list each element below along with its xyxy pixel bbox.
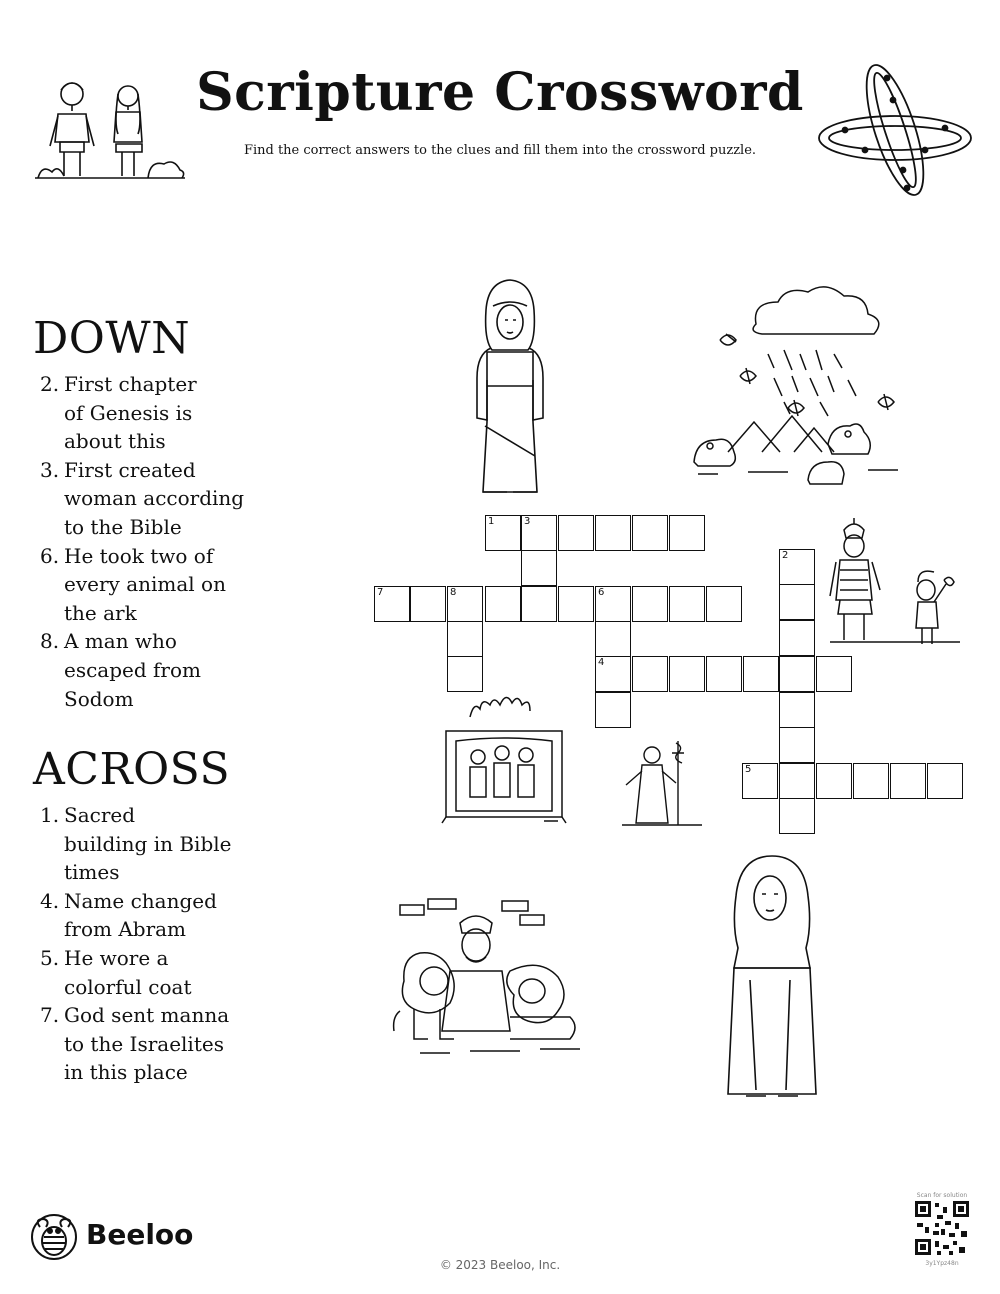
crossword-cell[interactable] [779,549,815,585]
crossword-cell[interactable] [927,763,963,799]
crossword-cell[interactable] [816,763,852,799]
clue-text: He took two of every animal on the ark [64,543,226,625]
crossword-cell[interactable] [779,620,815,656]
clue-text: First chapter of Genesis is about this [64,372,197,454]
cell-number: 6 [598,587,605,598]
clue-text: First created woman according to the Bible [64,457,245,539]
clue-text: Name changed from Abram [64,888,217,942]
crossword-cell[interactable] [779,727,815,763]
crossword-cell[interactable] [779,692,815,728]
clue-number: 3. [40,457,60,482]
crossword-cell[interactable] [485,586,521,622]
crossword-cell[interactable] [447,656,483,692]
crossword-cell[interactable] [743,656,779,692]
crossword-cell[interactable] [779,798,815,834]
down-clue-list [40,370,264,713]
crossword-cell[interactable] [521,550,557,586]
across-clue-7 [40,1001,264,1087]
crossword-cell[interactable] [447,621,483,657]
wheels-illustration [815,58,975,203]
crossword-cell[interactable] [706,656,742,692]
crossword-cell[interactable] [485,515,521,551]
plagues-illustration [688,284,908,490]
crossword-cell[interactable] [558,586,594,622]
cell-number: 3 [524,516,531,527]
across-clue-list [40,801,264,1087]
cell-number: 8 [450,587,457,598]
across-clue-4 [40,887,264,944]
down-clue-8 [40,627,264,713]
crossword-cell[interactable] [853,763,889,799]
crossword-cell[interactable] [595,621,631,657]
clue-number: 7. [40,1003,60,1028]
crossword-cell[interactable] [669,515,705,551]
clue-text: He wore a colorful coat [64,945,192,999]
woman-illustration [465,276,555,504]
scan-label: Scan for solution [916,1192,968,1199]
fiery-furnace-illustration [440,697,568,829]
crossword-cell[interactable] [595,515,631,551]
crossword-cell[interactable] [632,515,668,551]
brand-name: Beeloo [86,1218,194,1251]
crossword-cell[interactable] [447,586,483,622]
clue-number: 2. [40,372,60,396]
crossword-cell[interactable] [742,763,778,799]
down-clue-6 [40,542,264,628]
qr-code-text: 3y1Ypz48n [925,1260,959,1267]
clue-number: 4. [40,888,60,913]
crossword-cell[interactable] [779,656,815,692]
moses-serpent-illustration [620,737,704,831]
crossword-cell[interactable] [669,586,705,622]
david-goliath-illustration [826,518,966,648]
clue-number: 6. [40,543,60,568]
across-clue-5 [40,944,264,1001]
page-subtitle: Find the correct answers to the clues and fill them into the crossword puzzle. [243,143,757,158]
crossword-cell[interactable] [779,584,815,620]
crossword-cell[interactable] [632,656,668,692]
page-title: Scripture Crossword [196,62,804,123]
down-heading: DOWN [33,313,191,364]
clue-text: A man who escaped from Sodom [64,629,201,711]
crossword-cell[interactable] [521,515,557,551]
across-heading: ACROSS [33,744,231,795]
across-clue-1 [40,801,264,887]
crossword-cell[interactable] [595,656,631,692]
crossword-cell[interactable] [558,515,594,551]
crossword-cell[interactable] [595,692,631,728]
crossword-cell[interactable] [521,586,557,622]
adam-and-eve-illustration [30,74,190,184]
clue-text: God sent manna to the Israelites in this place [64,1003,230,1085]
crossword-cell[interactable] [595,586,631,622]
crossword-cell[interactable] [669,656,705,692]
crossword-cell[interactable] [816,656,852,692]
qr-code-icon[interactable] [915,1201,969,1255]
down-clue-3 [40,456,264,542]
clue-text: Sacred building in Bible times [64,803,232,885]
beeloo-bee-logo-icon [30,1213,78,1261]
cell-number: 4 [598,657,605,668]
crossword-cell[interactable] [706,586,742,622]
crossword-cell[interactable] [410,586,446,622]
clue-number: 8. [40,629,60,654]
daniel-lions-illustration [390,893,590,1063]
copyright-text: © 2023 Beeloo, Inc. [439,1258,561,1272]
cell-number: 2 [782,550,789,561]
clue-number: 1. [40,803,60,827]
crossword-cell[interactable] [374,586,410,622]
crossword-cell[interactable] [779,763,815,799]
crossword-cell[interactable] [632,586,668,622]
crossword-cell[interactable] [890,763,926,799]
down-clue-2 [40,370,264,456]
cell-number: 1 [488,516,495,527]
cell-number: 5 [745,764,752,775]
clue-number: 5. [40,945,60,970]
cell-number: 7 [377,587,384,598]
woman-hooded-illustration [720,850,824,1106]
